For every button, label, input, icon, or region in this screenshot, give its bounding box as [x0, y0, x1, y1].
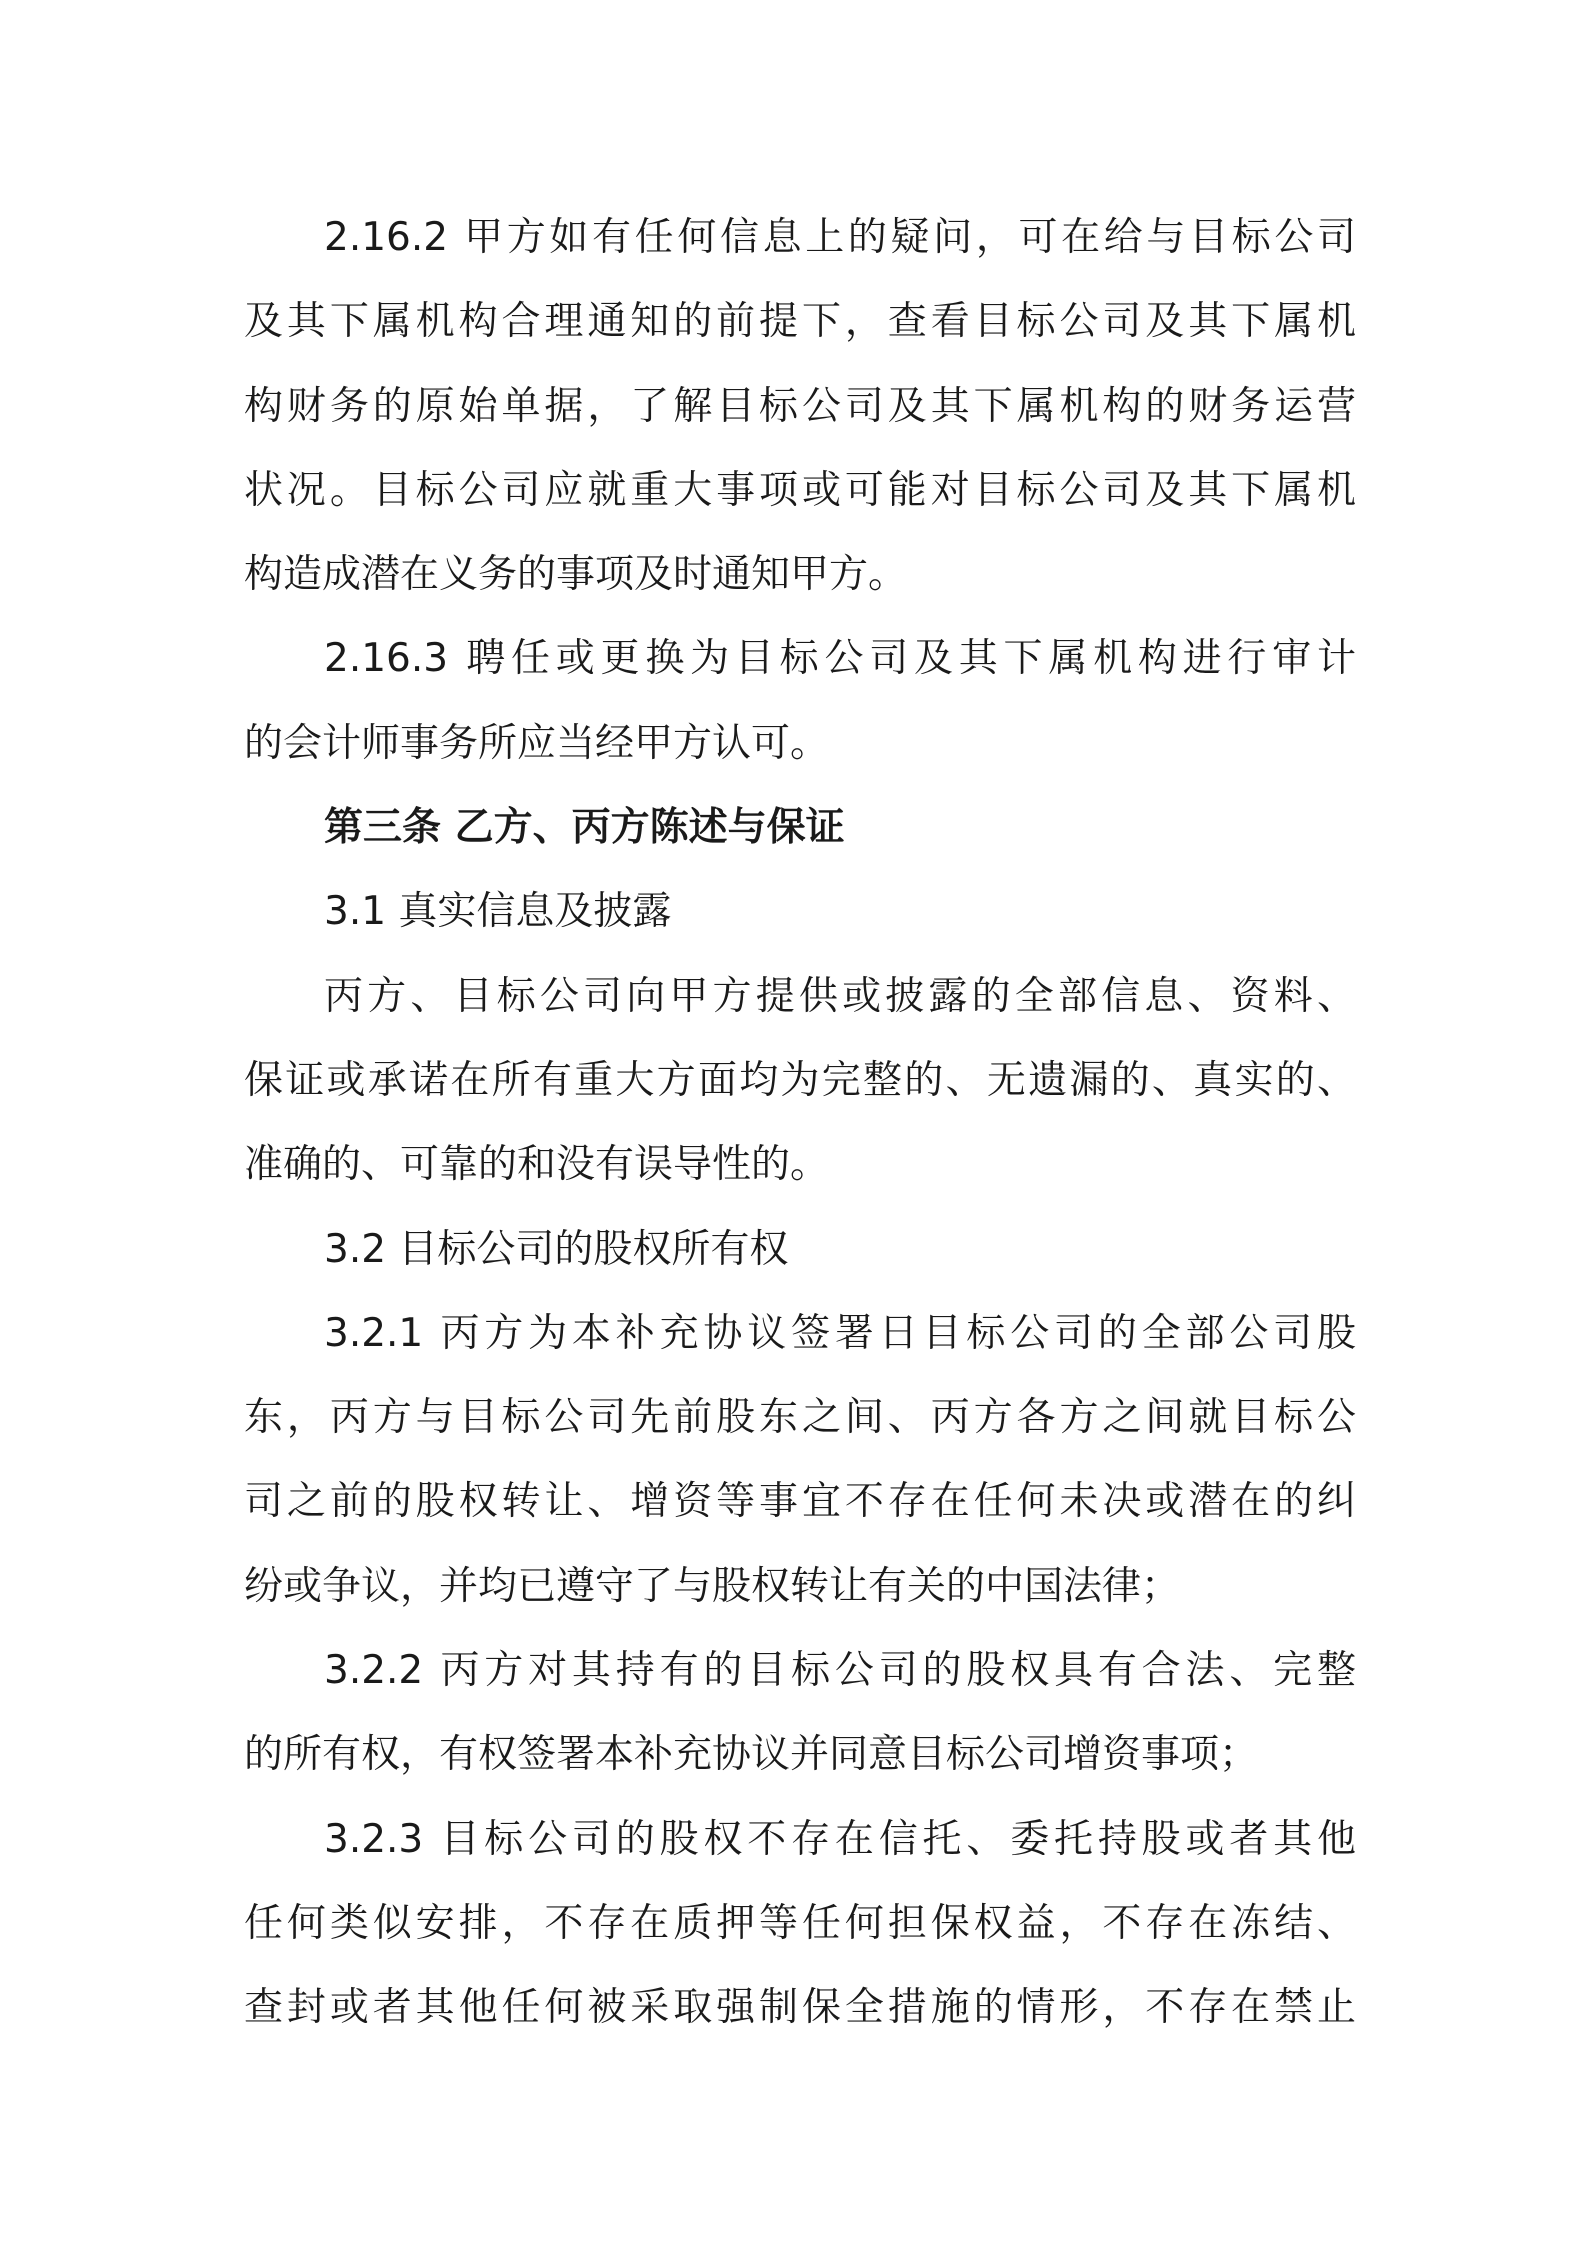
paragraph-3-2-3	[244, 1798, 1356, 2051]
subheading-3-2	[244, 1208, 1356, 1292]
text-line: 构财务的原始单据，了解目标公司及其下属机构的财务运营	[244, 383, 1356, 429]
paragraph-3-1	[244, 955, 1356, 1208]
text-line: 丙方、目标公司向甲方提供或披露的全部信息、资料、	[324, 973, 1356, 1019]
text-line: 准确的、可靠的和没有误导性的。	[244, 1142, 830, 1188]
paragraph-2-16-3	[244, 617, 1356, 786]
text-line: 3.2.3 目标公司的股权不存在信托、委托持股或者其他	[324, 1816, 1356, 1862]
subsection-title: 3.2 目标公司的股权所有权	[324, 1226, 789, 1272]
subheading-3-1	[244, 870, 1356, 954]
section-heading: 第三条 乙方、丙方陈述与保证	[324, 805, 845, 851]
text-line: 及其下属机构合理通知的前提下，查看目标公司及其下属机	[244, 299, 1356, 345]
text-line: 任何类似安排，不存在质押等任何担保权益，不存在冻结、	[244, 1900, 1356, 1946]
subsection-title: 3.1 真实信息及披露	[324, 889, 672, 935]
paragraph-3-2-1	[244, 1292, 1356, 1629]
text-line: 纷或争议，并均已遵守了与股权转让有关的中国法律；	[244, 1563, 1181, 1609]
text-line: 3.2.1 丙方为本补充协议签署日目标公司的全部公司股	[324, 1310, 1356, 1356]
text-line: 的所有权，有权签署本补充协议并同意目标公司增资事项；	[244, 1732, 1259, 1778]
text-line: 司之前的股权转让、增资等事宜不存在任何未决或潜在的纠	[244, 1479, 1356, 1525]
text-line: 东，丙方与目标公司先前股东之间、丙方各方之间就目标公	[244, 1395, 1356, 1441]
document-body	[244, 196, 1356, 2051]
paragraph-3-2-2	[244, 1629, 1356, 1798]
text-line: 构造成潜在义务的事项及时通知甲方。	[244, 552, 908, 598]
text-line: 2.16.3 聘任或更换为目标公司及其下属机构进行审计	[324, 636, 1356, 682]
text-line: 2.16.2 甲方如有任何信息上的疑问，可在给与目标公司	[324, 215, 1356, 260]
heading-article-3	[244, 786, 1356, 870]
text-line: 状况。目标公司应就重大事项或可能对目标公司及其下属机	[244, 467, 1356, 513]
text-line: 3.2.2 丙方对其持有的目标公司的股权具有合法、完整	[324, 1648, 1356, 1694]
text-line: 的会计师事务所应当经甲方认可。	[244, 720, 830, 766]
text-line: 保证或承诺在所有重大方面均为完整的、无遗漏的、真实的、	[244, 1057, 1356, 1103]
paragraph-2-16-2	[244, 196, 1356, 617]
text-line: 查封或者其他任何被采取强制保全措施的情形，不存在禁止	[244, 1985, 1356, 2031]
